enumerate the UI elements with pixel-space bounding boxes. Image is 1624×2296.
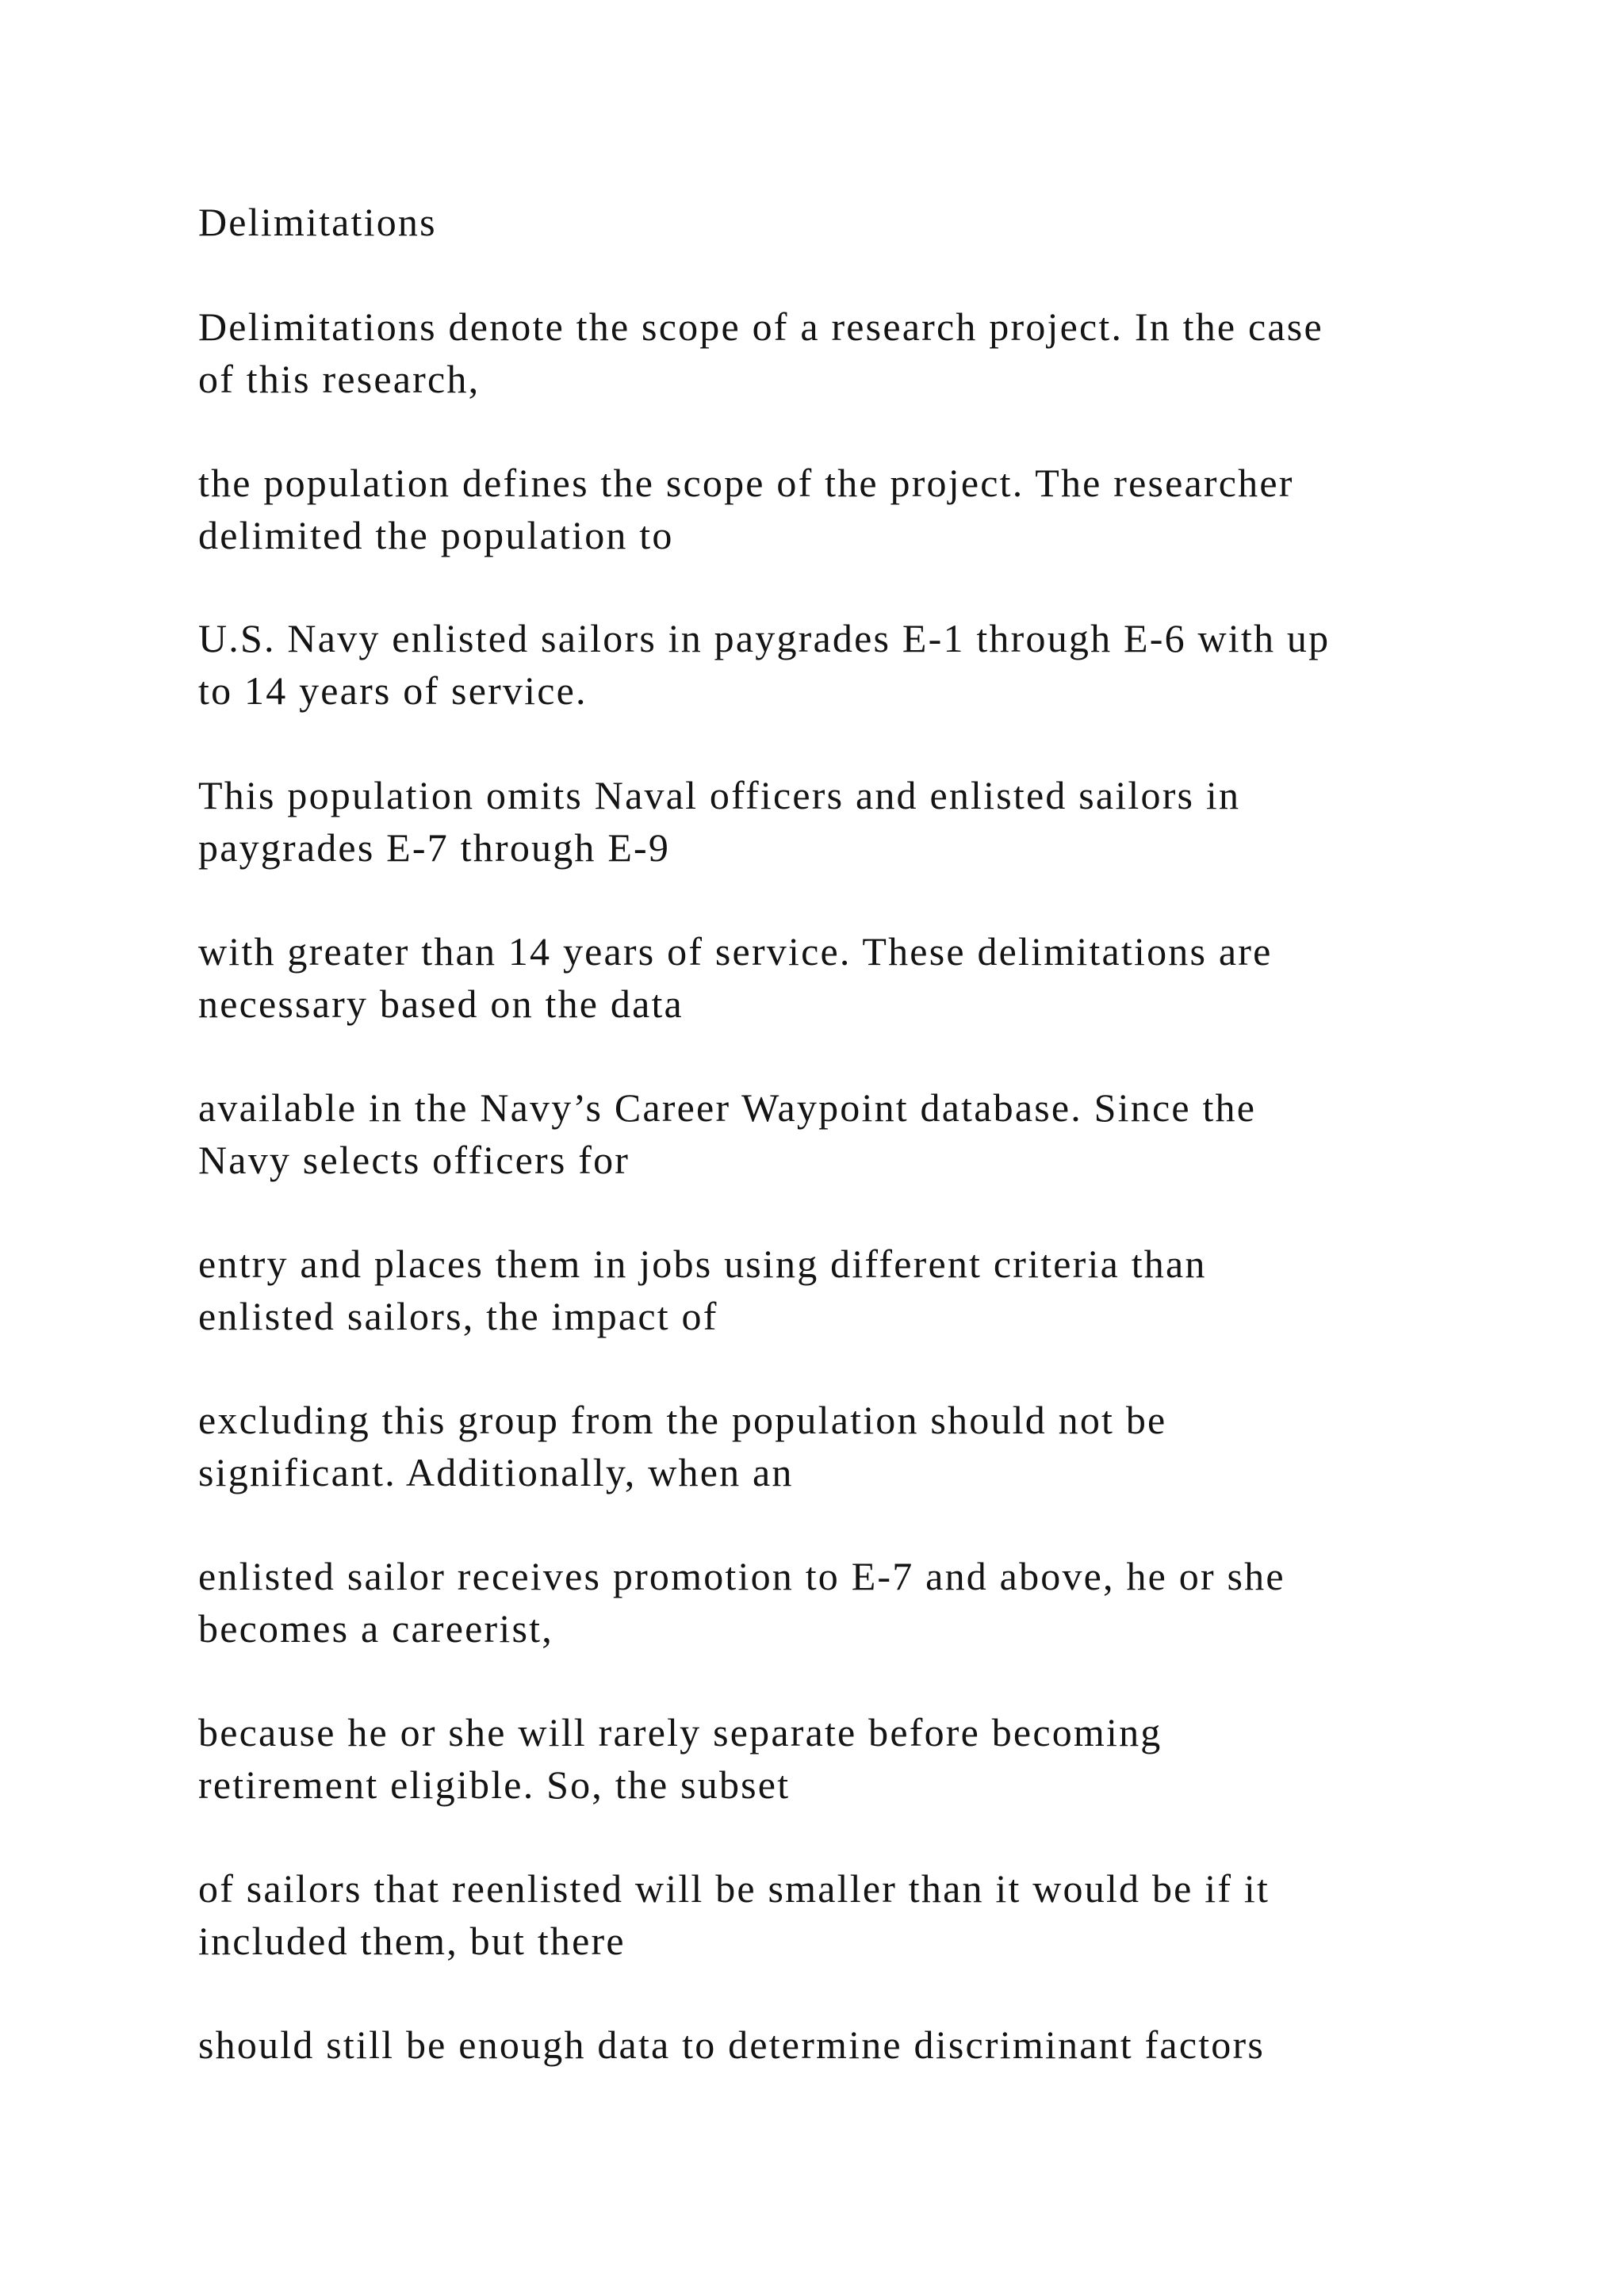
text-paragraph [198, 925, 1272, 1030]
text-line: entry and places them in jobs using different criteria than [198, 1242, 1207, 1286]
text-line: Navy selects officers for [198, 1138, 630, 1182]
text-line: delimited the population to [198, 513, 674, 557]
text-paragraph [198, 1394, 1166, 1498]
section-heading: Delimitations [198, 200, 437, 244]
text-line: paygrades E-7 through E-9 [198, 825, 671, 870]
text-line: becomes a careerist, [198, 1606, 553, 1651]
text-line: included them, but there [198, 1919, 626, 1963]
text-paragraph [198, 769, 1240, 874]
text-line: Delimitations denote the scope of a research project. In the case [198, 304, 1323, 349]
text-paragraph [198, 300, 1323, 405]
text-line: should still be enough data to determine discriminant factors [198, 2022, 1266, 2067]
text-line: necessary based on the data [198, 982, 684, 1026]
text-line: of sailors that reenlisted will be smaller than it would be if it [198, 1866, 1270, 1911]
text-line: enlisted sailors, the impact of [198, 1294, 718, 1338]
text-paragraph [198, 1862, 1270, 1967]
text-line: This population omits Naval officers and enlisted sailors in [198, 773, 1241, 817]
text-line: of this research, [198, 357, 481, 401]
text-line: because he or she will rarely separate before becoming [198, 1710, 1162, 1755]
text-line: enlisted sailor receives promotion to E-7 and above, he or she [198, 1554, 1285, 1598]
text-line: to 14 years of service. [198, 668, 588, 713]
text-line: excluding this group from the population should not be [198, 1398, 1167, 1442]
text-line: significant. Additionally, when an [198, 1450, 794, 1494]
text-line: U.S. Navy enlisted sailors in paygrades E-1 through E-6 with up [198, 616, 1331, 660]
text-paragraph [198, 1550, 1285, 1655]
text-paragraph [198, 457, 1294, 561]
text-paragraph [198, 1706, 1162, 1811]
text-paragraph [198, 2019, 1265, 2071]
text-line: available in the Navy’s Career Waypoint database. Since the [198, 1085, 1257, 1130]
text-paragraph [198, 1238, 1207, 1342]
text-line: with greater than 14 years of service. These delimitations are [198, 929, 1273, 974]
text-paragraph [198, 1081, 1256, 1186]
text-line: retirement eligible. So, the subset [198, 1762, 791, 1807]
text-line: the population defines the scope of the project. The researcher [198, 461, 1294, 505]
text-paragraph [198, 612, 1330, 717]
